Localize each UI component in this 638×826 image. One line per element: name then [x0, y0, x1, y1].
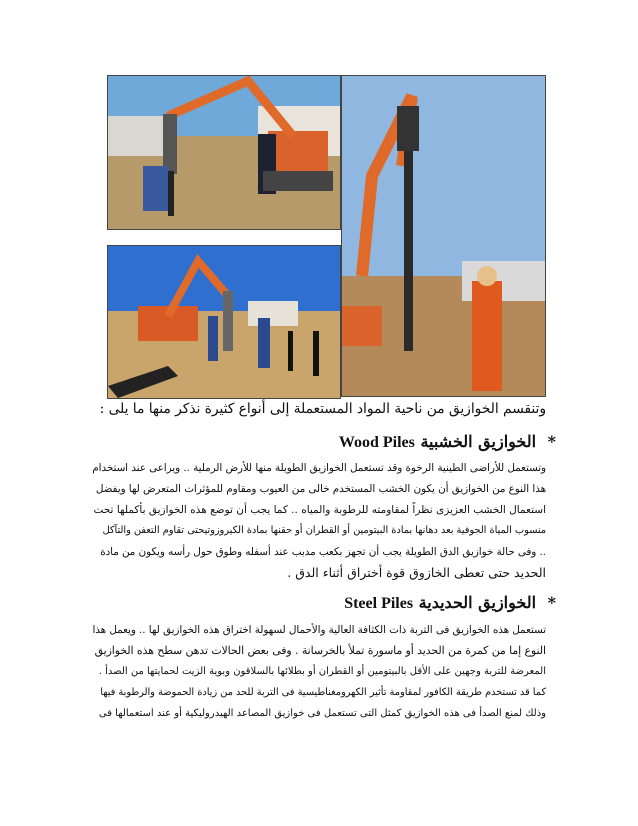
steel-piles-heading — [344, 593, 556, 613]
steel-line-2: النوع إما من كمرة من الحديد أو ماسورة تملأ بالخرسانة . وفى بعض الحالات تدهن سطح هذه الخوازيق — [94, 644, 546, 657]
steel-piles-title-ar: الخوازيق الحديدية — [418, 593, 537, 612]
wood-piles-title-en: Wood Piles — [338, 434, 415, 451]
wood-piles-title-ar: الخوازيق الخشبية — [420, 432, 537, 451]
excavator-pile-driving-photo-3 — [341, 75, 546, 397]
wood-line-6: الحديد حتى تعطى الخازوق قوة أختراق أثناء الدق . — [287, 565, 546, 580]
wood-line-2: هذا النوع من الخوازيق أن يكون الخشب المستخدم خالى من العيوب ومقاوم للمؤثرات المتعرض لها ويفضل — [95, 483, 546, 495]
steel-line-3: المعرضة للتربة وجهين على الأقل بالبيتومين أو القطران أو بطلائها بالسلاقون وبوية الزيت لحمايتها من الصدأ . — [98, 666, 546, 677]
wood-line-1: وتستعمل للأراضى الطينية الرخوة وقد تستعمل الخوازيق الطويلة منها للأرض الرملية .. ويراعى عند استخدام — [92, 462, 546, 474]
wood-line-3: استعمال الخشب العزيزى نظراً لمقاومته للرطوبة والمياه .. كما يجب أن توضع هذه الخوازيق بأكملها تحت — [93, 504, 546, 516]
wood-piles-heading — [339, 432, 556, 452]
intro-text: وتنقسم الخوازيق من ناحية المواد المستعملة إلى أنواع كثيرة نذكر منها ما يلى : — [99, 401, 546, 417]
steel-line-1: تستعمل هذه الخوازيق فى التربة ذات الكثافة العالية والأحمال لسهولة اختراق هذه الخوازيق لها .. ويعمل هذا — [92, 624, 546, 636]
steel-piles-title-en: Steel Piles — [344, 595, 414, 612]
wood-line-4: منسوب المياة الجوفية بعد دهانها بمادة البيتومين أو القطران أو حقنها بمادة الكيروزوتيحتى تقاوم التعفن والتآكل — [102, 525, 546, 536]
bullet-star: * — [547, 593, 556, 612]
steel-line-4: كما قد تستخدم طريقة الكافور لمقاومة تأثير الكهرومغناطيسية فى التربة للحد من زيادة الحموضة والرطوبة فيها — [100, 687, 546, 698]
excavator-pile-driving-photo-2 — [107, 245, 341, 399]
bullet-star: * — [547, 432, 556, 451]
wood-line-5: .. وفى حالة خوازيق الدق الطويلة يجب أن تجهز بكعب مدبب عند أسفله وطوق حول رأسه ويكون من مادة — [100, 546, 546, 558]
excavator-pile-driving-photo-1 — [107, 75, 341, 230]
steel-line-5: وذلك لمنع الصدأ فى هذه الخوازيق كمثل التى تستعمل فى خوازيق المصاعد الهيدروليكية أو عند استعمالها فى — [98, 708, 546, 719]
